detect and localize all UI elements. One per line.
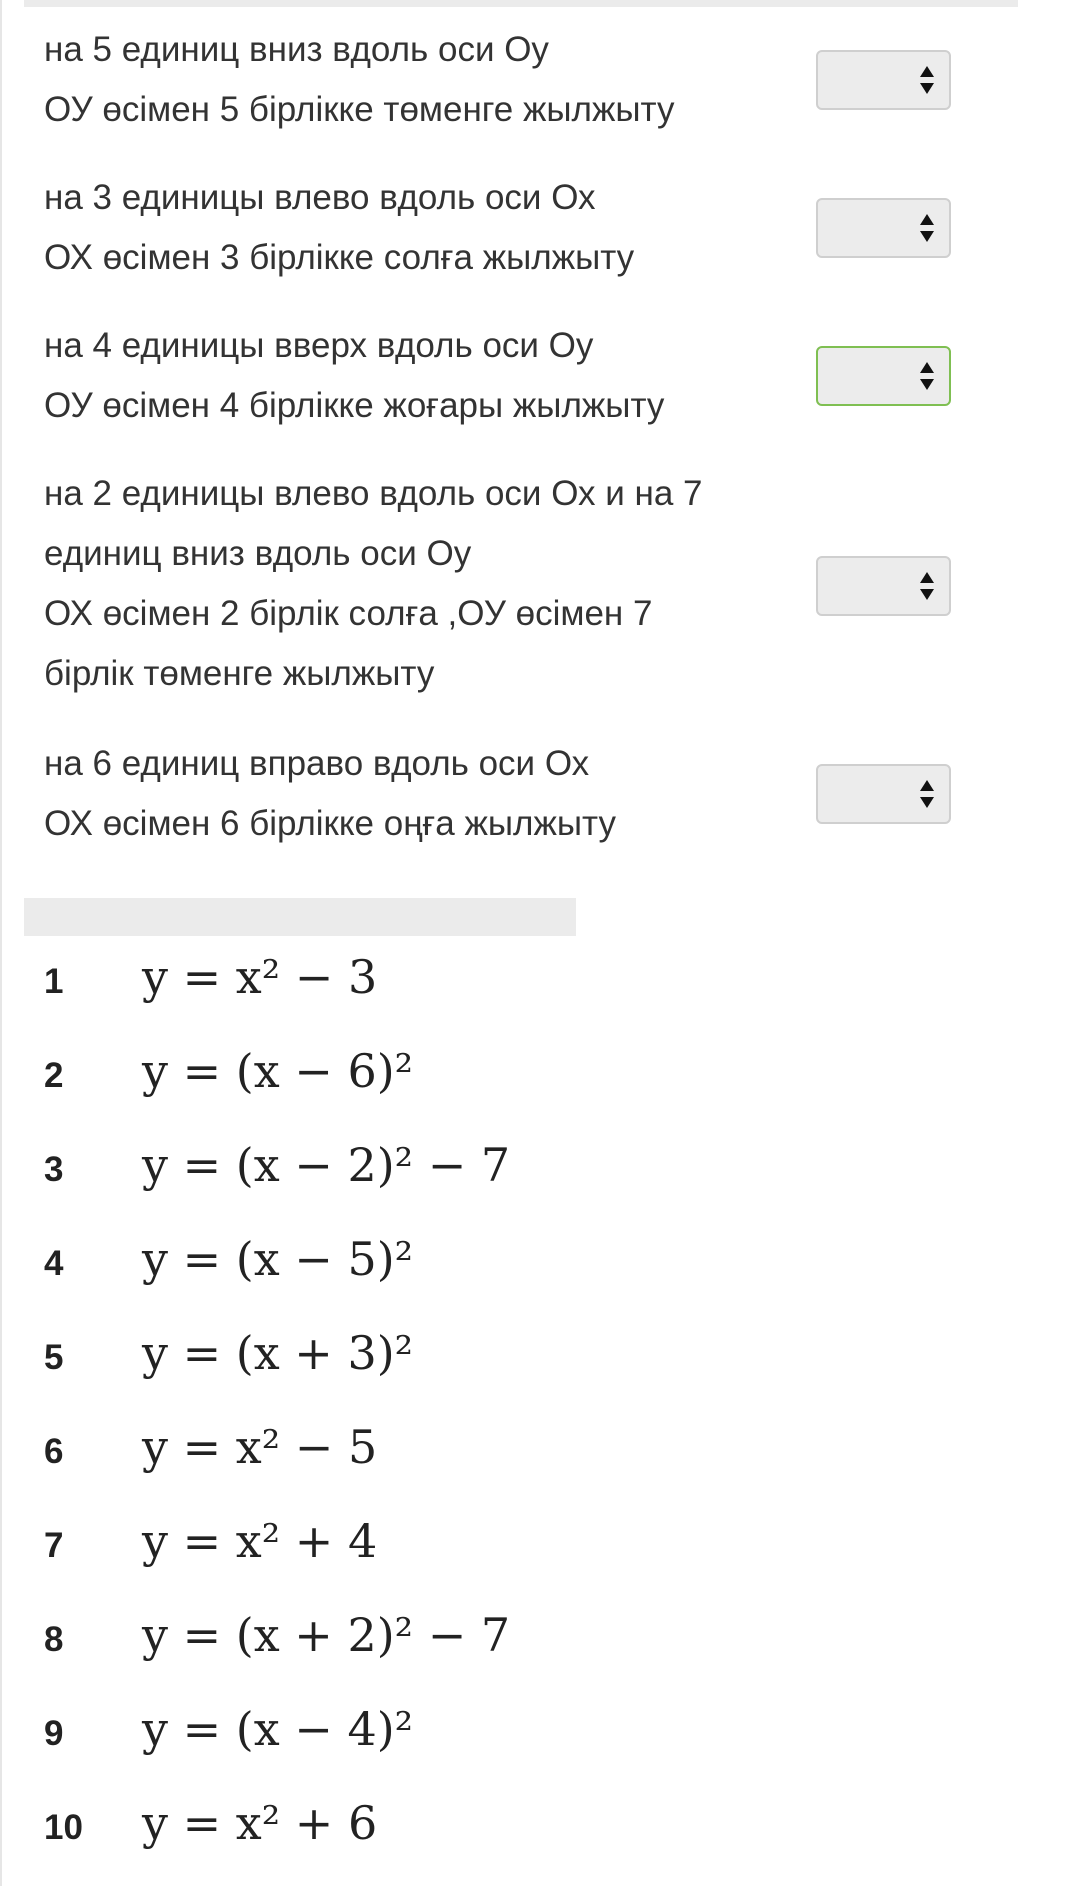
prompt-line-kz: ОХ өсімен 2 бірлік солға ,ОУ өсімен 7 [44, 594, 653, 633]
answer-select-5[interactable] [816, 764, 951, 824]
answer-formula: y = x² + 4 [142, 1514, 378, 1568]
prompt-line-kz: ОУ өсімен 4 бірлікке жоғары жылжыту [44, 386, 665, 425]
prompt-line-kz: ОХ өсімен 3 бірлікке солға жылжыту [44, 238, 635, 277]
answer-option [44, 1044, 744, 1124]
match-prompt [44, 734, 804, 854]
answer-option [44, 950, 744, 1030]
answer-number: 3 [44, 1150, 64, 1189]
answer-select-1[interactable] [816, 50, 951, 110]
select-arrows-icon [919, 213, 935, 243]
answer-option [44, 1326, 744, 1406]
answer-number: 7 [44, 1526, 64, 1565]
answer-formula: y = x² + 6 [142, 1796, 378, 1850]
answer-option [44, 1232, 744, 1312]
prompt-line-ru: на 2 единицы влево вдоль оси Ох и на 7 [44, 474, 703, 513]
answer-option [44, 1420, 744, 1500]
match-prompt [44, 168, 804, 288]
match-prompt [44, 316, 804, 436]
answer-formula: y = (x − 5)² [142, 1232, 414, 1286]
answer-select-4[interactable] [816, 556, 951, 616]
answer-number: 2 [44, 1056, 64, 1095]
prompt-line-ru: на 6 единиц вправо вдоль оси Ох [44, 744, 590, 783]
match-prompt [44, 464, 804, 704]
answer-number: 5 [44, 1338, 64, 1377]
answer-formula: y = (x + 3)² [142, 1326, 414, 1380]
answer-formula: y = (x + 2)² − 7 [142, 1608, 511, 1662]
top-header-strip [24, 0, 1018, 7]
answer-number: 10 [44, 1808, 83, 1847]
prompt-line-kz: бірлік төменге жылжыту [44, 654, 435, 693]
answer-formula: y = (x − 6)² [142, 1044, 414, 1098]
answer-select-2[interactable] [816, 198, 951, 258]
select-arrows-icon [919, 65, 935, 95]
answer-select-3[interactable] [816, 346, 951, 406]
answer-number: 4 [44, 1244, 64, 1283]
answer-formula: y = x² − 5 [142, 1420, 378, 1474]
answer-number: 9 [44, 1714, 64, 1753]
select-arrows-icon [919, 571, 935, 601]
select-arrows-icon [919, 361, 935, 391]
left-border [0, 0, 2, 1886]
answer-number: 1 [44, 962, 64, 1001]
answer-option [44, 1702, 744, 1782]
select-arrows-icon [919, 779, 935, 809]
prompt-line-ru: единиц вниз вдоль оси Оу [44, 534, 472, 573]
prompt-line-ru: на 4 единицы вверх вдоль оси Оу [44, 326, 594, 365]
answer-option [44, 1138, 744, 1218]
answer-option [44, 1608, 744, 1688]
prompt-line-ru: на 5 единиц вниз вдоль оси Оу [44, 30, 549, 69]
prompt-line-ru: на 3 единицы влево вдоль оси Ох [44, 178, 596, 217]
answer-formula: y = (x − 2)² − 7 [142, 1138, 511, 1192]
match-prompt [44, 20, 804, 140]
answer-option [44, 1796, 744, 1876]
answers-header-bar [24, 898, 576, 936]
answer-formula: y = x² − 3 [142, 950, 378, 1004]
answer-number: 8 [44, 1620, 64, 1659]
prompt-line-kz: ОУ өсімен 5 бірлікке төменге жылжыту [44, 90, 675, 129]
answer-number: 6 [44, 1432, 64, 1471]
answer-formula: y = (x − 4)² [142, 1702, 414, 1756]
answer-option [44, 1514, 744, 1594]
prompt-line-kz: ОХ өсімен 6 бірлікке оңға жылжыту [44, 804, 616, 843]
